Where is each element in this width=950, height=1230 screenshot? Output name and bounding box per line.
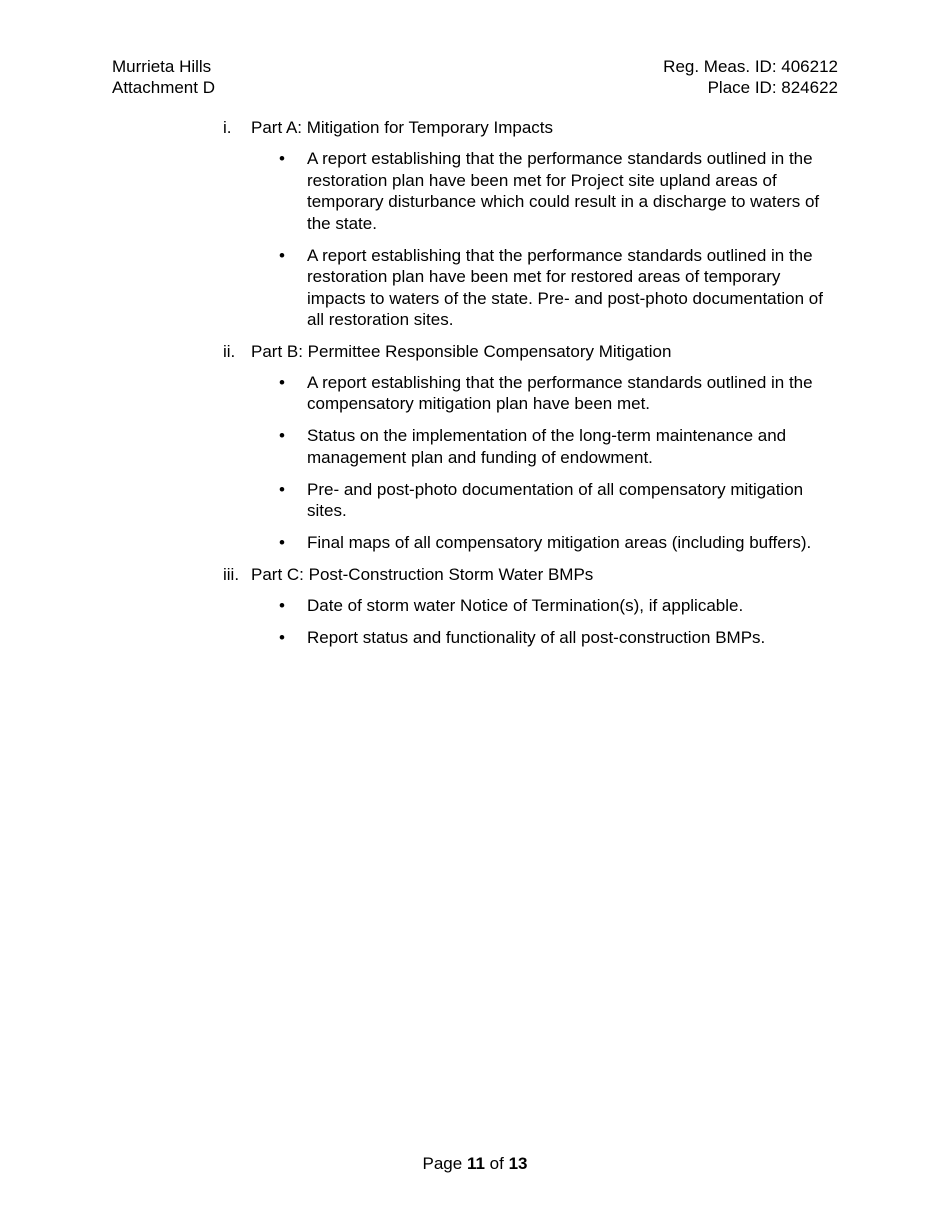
part-number: ii. [223, 341, 236, 361]
bullet-icon [279, 532, 307, 554]
of-word: of [489, 1154, 504, 1173]
page-total: 13 [508, 1154, 528, 1173]
bullet-icon [279, 148, 307, 234]
page-footer [0, 1153, 950, 1174]
list-item [279, 425, 838, 468]
part-title: Part C: Post-Construction Storm Water BMPs [251, 564, 594, 584]
list-item [279, 595, 838, 617]
list-item [279, 148, 838, 234]
part-a [223, 117, 838, 331]
bullet-icon [279, 425, 307, 468]
list-item [279, 372, 838, 415]
list-item [279, 479, 838, 522]
page-word: Page [422, 1154, 463, 1173]
list-item-text: A report establishing that the performance standards outlined in the restoration plan have been met for restored areas of temporary impacts to waters of the state. Pre- and post-photo documentation of all restoration sites. [307, 245, 823, 329]
part-heading [223, 117, 838, 138]
bullet-list [223, 372, 838, 554]
list-item-text: Final maps of all compensatory mitigation areas (including buffers). [307, 533, 812, 552]
part-title: Part B: Permittee Responsible Compensatory Mitigation [251, 341, 672, 361]
bullet-icon [279, 245, 307, 331]
bullet-list [223, 595, 838, 649]
part-number: i. [223, 118, 232, 137]
bullet-list [223, 148, 838, 331]
header-left [112, 56, 215, 98]
part-title: Part A: Mitigation for Temporary Impacts [251, 118, 554, 137]
bullet-icon [279, 627, 307, 649]
part-c [223, 564, 838, 649]
document-body [223, 117, 838, 658]
list-item [279, 532, 838, 554]
list-item-text: A report establishing that the performance standards outlined in the compensatory mitigation plan have been met. [307, 372, 813, 413]
list-item-text: Date of storm water Notice of Termination(s), if applicable. [307, 595, 744, 615]
list-item [279, 245, 838, 331]
project-name: Murrieta Hills [112, 57, 212, 76]
header-right [663, 56, 838, 98]
bullet-icon [279, 372, 307, 415]
reg-meas-id: Reg. Meas. ID: 406212 [663, 57, 838, 76]
attachment-label: Attachment D [112, 78, 215, 97]
bullet-icon [279, 595, 307, 617]
list-item-text: Pre- and post-photo documentation of all compensatory mitigation sites. [307, 479, 804, 520]
part-number: iii. [223, 564, 240, 584]
part-heading [223, 341, 838, 362]
place-id: Place ID: 824622 [707, 78, 838, 97]
list-item [279, 627, 838, 649]
list-item-text: A report establishing that the performance standards outlined in the restoration plan have been met for Project site upland areas of temporary disturbance which could result in a discharge to waters of the state. [307, 149, 820, 233]
part-heading [223, 564, 838, 585]
list-item-text: Status on the implementation of the long-term maintenance and management plan and funding of endowment. [307, 426, 787, 467]
page-number: 11 [466, 1154, 485, 1173]
part-b [223, 341, 838, 554]
bullet-icon [279, 479, 307, 522]
list-item-text: Report status and functionality of all post-construction BMPs. [307, 627, 766, 647]
